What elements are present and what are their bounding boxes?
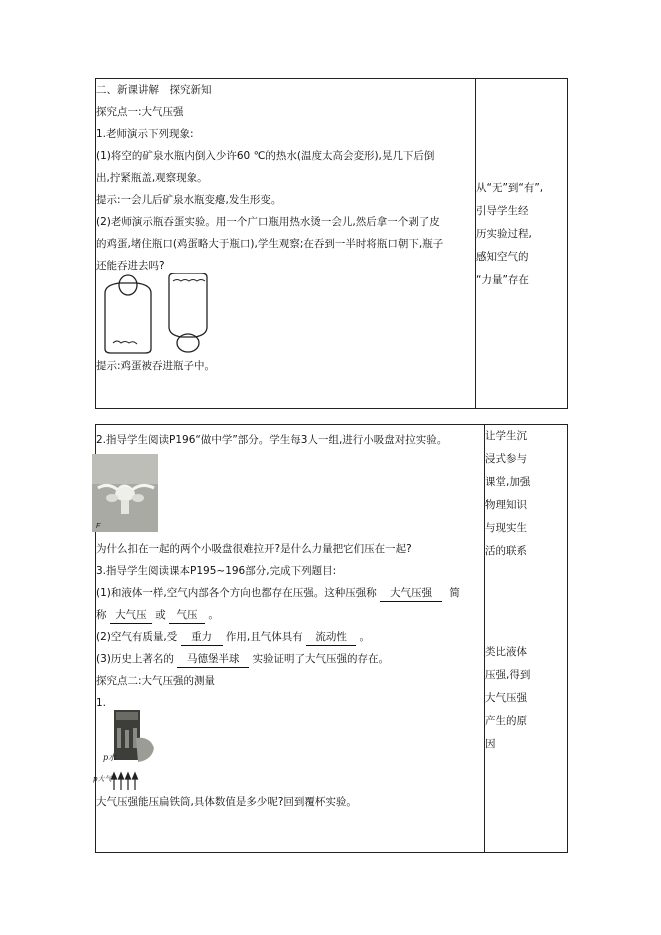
q1-answer-1: 大气压强 — [380, 585, 442, 602]
suction-cup-photo — [96, 454, 484, 534]
svg-text:F: F — [96, 523, 101, 530]
suction-question: 为什么扣在一起的两个小吸盘很难拉开?是什么力量把它们压在一起? — [96, 543, 412, 555]
q2-end: 。 — [359, 631, 370, 643]
q1-answer-3: 气压 — [169, 607, 205, 624]
side-note-1: 从“无”到“有”, — [476, 182, 544, 194]
demo-2-line-2: 的鸡蛋,堵住瓶口(鸡蛋略大于瓶口),学生观察;在吞到一半时将瓶口朝下,瓶子 — [96, 238, 444, 250]
section-heading: 二、新课讲解 探究新知 — [96, 84, 212, 96]
demo-1-line-1: (1)将空的矿泉水瓶内倒入少许60 ℃的热水(温度太高会変形),晃几下后倒 — [96, 150, 435, 162]
q1-end: 。 — [208, 609, 219, 621]
demo-1-line-2: 出,拧紧瓶盖,观察现象。 — [96, 172, 208, 184]
question-1-line-1 — [96, 582, 484, 604]
q2-answer-2: 流动性 — [306, 629, 356, 646]
demo-intro: 1.老师演示下列现象: — [96, 128, 194, 140]
question-2 — [96, 626, 484, 648]
measure-item-number: 1. — [96, 697, 107, 709]
lesson-main-cell-1 — [96, 79, 476, 409]
lesson-table-2 — [95, 424, 568, 853]
side-top-3: 课堂,加强 — [485, 476, 531, 488]
side-bottom-3: 大气压强 — [485, 692, 527, 704]
bottle-egg-figure — [96, 277, 475, 355]
demo-2-line-1: (2)老师演示瓶吞蛋实验。用一个广口瓶用热水烫一会儿,然后拿一个剥了皮 — [96, 216, 440, 228]
egg-hint: 提示:鸡蛋被吞进瓶子中。 — [96, 360, 216, 372]
demo-1-hint: 提示:一会儿后矿泉水瓶变瘪,发生形变。 — [96, 194, 282, 206]
lesson-main-cell-2 — [93, 425, 485, 853]
q3-text: (3)历史上著名的 — [96, 653, 174, 665]
side-bottom-4: 产生的原 — [485, 715, 527, 727]
measure-question: 大气压强能压扁铁筒,具体数值是多少呢?回到覆杯实验。 — [96, 796, 357, 808]
q1-text-2: 简 — [449, 587, 460, 599]
q1-answer-2: 大气压 — [110, 607, 152, 624]
label-p-atm: p大气 — [93, 775, 112, 783]
question-1-line-2 — [96, 604, 484, 626]
side-bottom-2: 压强,得到 — [485, 669, 531, 681]
q2-text-2: 作用,且气体具有 — [225, 631, 303, 643]
side-bottom-1: 类比液体 — [485, 646, 527, 658]
explore-point-1: 探究点一:大气压强 — [96, 106, 184, 118]
lesson-side-cell-2 — [485, 425, 568, 853]
side-top-2: 浸式参与 — [485, 453, 527, 465]
reading-instruction: 2.指导学生阅读P196“做中学”部分。学生每3人一组,进行小吸盘对拉实验。 — [96, 434, 448, 446]
side-top-4: 物理知识 — [485, 499, 527, 511]
q1-text: (1)和液体一样,空气内部各个方向也都存在压强。这种压强称 — [96, 587, 377, 599]
explore-point-2: 探究点二:大气压强的测量 — [96, 675, 216, 687]
q3-end: 实验证明了大气压强的存在。 — [252, 653, 390, 665]
q2-answer-1: 重力 — [181, 629, 223, 646]
demo-2-line-3: 还能吞进去吗? — [96, 260, 165, 272]
side-top-5: 与现实生 — [485, 522, 527, 534]
side-bottom-5: 因 — [485, 738, 496, 750]
side-note-5: “力量”存在 — [476, 274, 529, 286]
question-3 — [96, 648, 484, 670]
crushed-can-figure — [93, 708, 484, 791]
side-top-6: 活的联系 — [485, 545, 527, 557]
q1-or: 或 — [155, 609, 166, 621]
reading-task-3: 3.指导学生阅读课本P195~196部分,完成下列题目: — [96, 565, 337, 577]
suction-cup-image — [92, 454, 158, 532]
label-p-water: p水 — [103, 753, 117, 762]
q1-text-3: 称 — [96, 609, 107, 621]
bottle-egg-drawing — [99, 273, 229, 355]
q3-answer: 马德堡半球 — [177, 651, 249, 668]
lesson-table-1 — [95, 78, 568, 409]
side-note-4: 感知空气的 — [476, 251, 529, 263]
side-note-2: 引导学生经 — [476, 205, 529, 217]
side-note-3: 历实验过程, — [476, 228, 532, 240]
side-top-1: 让学生沉 — [485, 430, 527, 442]
q2-text: (2)空气有质量,受 — [96, 631, 178, 643]
lesson-side-cell-1 — [476, 79, 568, 409]
